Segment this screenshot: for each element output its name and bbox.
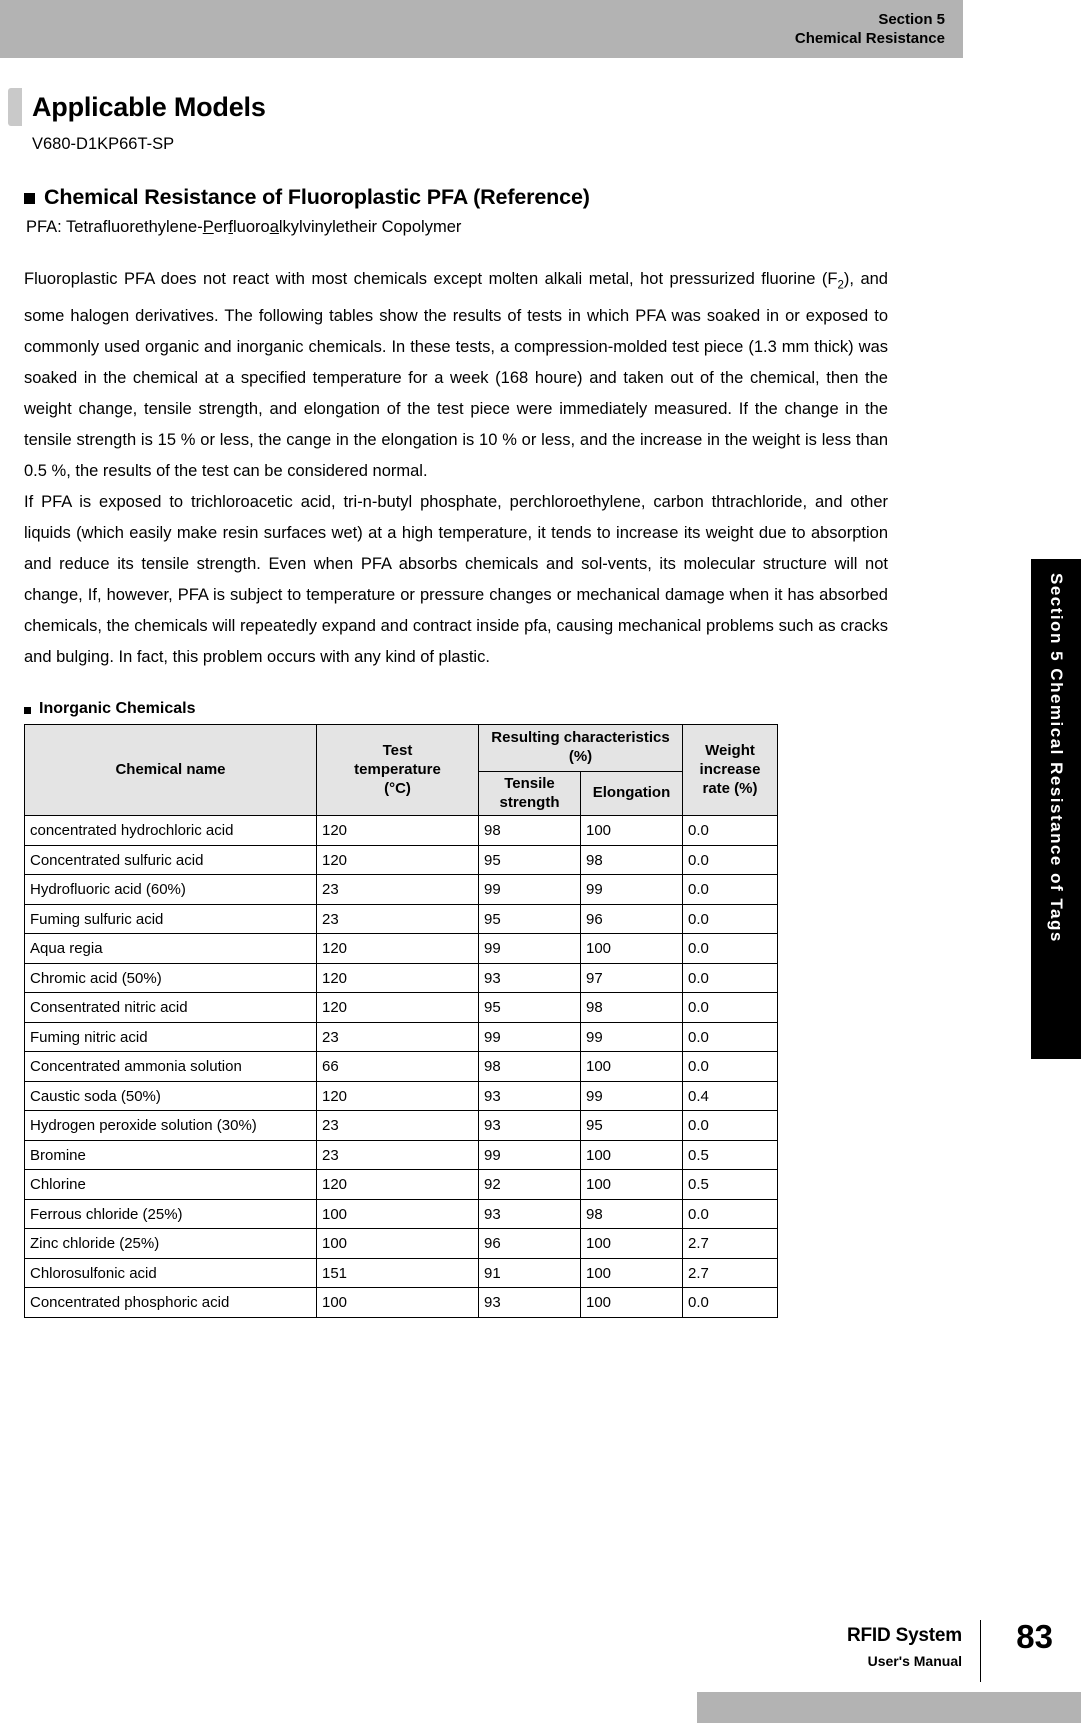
header-test-temperature	[317, 724, 479, 816]
footer-manual-name: User's Manual	[867, 1652, 962, 1669]
cell-test-temperature: 120	[317, 963, 479, 993]
cell-tensile-strength: 99	[479, 1140, 581, 1170]
body-paragraph-2: If PFA is exposed to trichloroacetic acid, tri-n-butyl phosphate, perchloroethylene, carbon thtrachloride, and other liquids (which easily make resin surfaces wet) at a high temperature, it tends to increase its weight due to absorption and reduce its tensile strength. Even when PFA absorbs chemicals and sol-vents, its molecular structure will not change, If, however, PFA is subject to temperature or pressure changes or mechanical damage when it has absorbed chemicals, the chemicals will repeatedly expand and contract inside pfa, causing mechanical problems such as cracks and bulging. In fact, this problem occurs with any kind of plastic.	[24, 493, 888, 667]
page-running-header	[0, 0, 963, 58]
cell-chemical-name: Hydrofluoric acid (60%)	[25, 875, 317, 905]
header-weight-l1: Weight	[705, 742, 755, 760]
pfa-def-u2: f	[228, 218, 233, 237]
cell-elongation: 100	[581, 1229, 683, 1259]
pfa-def-tail: lkylvinyletheir Copolymer	[278, 218, 462, 237]
pfa-def-mid2: luoro	[233, 218, 270, 237]
cell-elongation: 98	[581, 845, 683, 875]
cell-tensile-strength: 99	[479, 875, 581, 905]
paragraph-1-part-b: ), and some halogen derivatives. The following tables show the results of tests in which PFA was soaked in or exposed to commonly used organic and inorganic chemicals. In these tests, a compression-molded test piece (1.3 mm thick) was soaked in the chemical at a specified temperature for a week (168 houre) and taken out of the chemical, then the weight change, tensile strength, and elongation of the test piece were immediately measured. If the change in the tensile strength is 15 % or less, the cange in the elongation is 10 % or less, and the increase in the weight is less than 0.5 %, the results of the test can be considered normal.	[24, 270, 888, 481]
cell-tensile-strength: 95	[479, 845, 581, 875]
cell-chemical-name: Chlorine	[25, 1170, 317, 1200]
table-row	[25, 875, 778, 905]
table-body	[25, 816, 778, 1318]
cell-elongation: 96	[581, 904, 683, 934]
header-resulting-characteristics-l1: Resulting characteristics	[491, 729, 670, 747]
table-header-row-1	[25, 724, 778, 771]
page-content	[24, 82, 888, 1318]
cell-tensile-strength: 93	[479, 963, 581, 993]
cell-chemical-name: Fuming nitric acid	[25, 1022, 317, 1052]
header-resulting-characteristics-l2: (%)	[568, 747, 593, 765]
cell-chemical-name: Hydrogen peroxide solution (30%)	[25, 1111, 317, 1141]
table-row	[25, 1288, 778, 1318]
cell-test-temperature: 66	[317, 1052, 479, 1082]
cell-test-temperature: 120	[317, 1081, 479, 1111]
cell-weight-increase: 0.0	[683, 934, 778, 964]
cell-elongation: 95	[581, 1111, 683, 1141]
header-test-temperature-l3: (°C)	[384, 779, 411, 797]
table-row	[25, 1170, 778, 1200]
cell-test-temperature: 100	[317, 1229, 479, 1259]
cell-elongation: 98	[581, 1199, 683, 1229]
table-row	[25, 1081, 778, 1111]
cell-weight-increase: 0.0	[683, 875, 778, 905]
cell-tensile-strength: 98	[479, 816, 581, 846]
chemical-resistance-heading: Chemical Resistance of Fluoroplastic PFA (Reference)	[44, 184, 590, 209]
cell-weight-increase: 0.0	[683, 993, 778, 1023]
cell-test-temperature: 23	[317, 875, 479, 905]
applicable-model-number: V680-D1KP66T-SP	[32, 135, 175, 153]
cell-tensile-strength: 99	[479, 934, 581, 964]
header-test-temperature-l2: temperature	[354, 760, 441, 778]
table-row	[25, 816, 778, 846]
page-number: 83	[1016, 1618, 1053, 1655]
cell-test-temperature: 23	[317, 1140, 479, 1170]
header-tensile-strength-l2: strength	[499, 793, 560, 811]
cell-chemical-name: Fuming sulfuric acid	[25, 904, 317, 934]
table-head	[25, 724, 778, 816]
cell-tensile-strength: 93	[479, 1081, 581, 1111]
cell-test-temperature: 120	[317, 816, 479, 846]
cell-tensile-strength: 99	[479, 1022, 581, 1052]
table-row	[25, 1111, 778, 1141]
table-row	[25, 1052, 778, 1082]
cell-test-temperature: 120	[317, 993, 479, 1023]
table-row	[25, 845, 778, 875]
inorganic-chemicals-heading-row	[24, 700, 888, 718]
cell-tensile-strength: 95	[479, 904, 581, 934]
cell-tensile-strength: 93	[479, 1288, 581, 1318]
cell-test-temperature: 120	[317, 1170, 479, 1200]
table-row	[25, 1022, 778, 1052]
cell-chemical-name: Chlorosulfonic acid	[25, 1258, 317, 1288]
cell-tensile-strength: 96	[479, 1229, 581, 1259]
cell-tensile-strength: 91	[479, 1258, 581, 1288]
cell-chemical-name: Zinc chloride (25%)	[25, 1229, 317, 1259]
cell-test-temperature: 120	[317, 845, 479, 875]
cell-weight-increase: 0.5	[683, 1140, 778, 1170]
header-elongation: Elongation	[581, 771, 683, 816]
cell-elongation: 100	[581, 1258, 683, 1288]
cell-chemical-name: Chromic acid (50%)	[25, 963, 317, 993]
cell-weight-increase: 2.7	[683, 1229, 778, 1259]
header-resulting-characteristics	[479, 724, 683, 771]
small-square-bullet-icon	[24, 707, 31, 714]
cell-elongation: 97	[581, 963, 683, 993]
cell-weight-increase: 0.0	[683, 1288, 778, 1318]
cell-weight-increase: 0.0	[683, 1052, 778, 1082]
cell-chemical-name: Bromine	[25, 1140, 317, 1170]
header-weight-l3: rate (%)	[702, 779, 758, 797]
table-row	[25, 904, 778, 934]
cell-elongation: 100	[581, 934, 683, 964]
cell-chemical-name: Aqua regia	[25, 934, 317, 964]
cell-test-temperature: 23	[317, 1022, 479, 1052]
inorganic-chemicals-heading: Inorganic Chemicals	[39, 700, 196, 718]
cell-weight-increase: 0.0	[683, 816, 778, 846]
cell-elongation: 99	[581, 1022, 683, 1052]
footer-gray-bar	[697, 1692, 1081, 1723]
cell-weight-increase: 0.0	[683, 904, 778, 934]
cell-weight-increase: 0.0	[683, 1111, 778, 1141]
cell-weight-increase: 0.5	[683, 1170, 778, 1200]
page-footer	[0, 1618, 1081, 1723]
cell-weight-increase: 0.0	[683, 1199, 778, 1229]
cell-weight-increase: 0.0	[683, 1022, 778, 1052]
cell-elongation: 100	[581, 816, 683, 846]
cell-test-temperature: 100	[317, 1199, 479, 1229]
applicable-models-heading-row	[24, 88, 888, 126]
pfa-def-prefix: PFA: Tetrafluorethylene-	[26, 218, 203, 237]
cell-weight-increase: 2.7	[683, 1258, 778, 1288]
cell-weight-increase: 0.0	[683, 845, 778, 875]
body-paragraph-1	[24, 264, 888, 487]
header-subject-label: Chemical Resistance	[794, 30, 945, 47]
cell-test-temperature: 23	[317, 904, 479, 934]
pfa-def-u1: P	[202, 218, 214, 237]
header-weight-increase-rate	[683, 724, 778, 816]
footer-product-name: RFID System	[846, 1625, 962, 1646]
cell-test-temperature: 151	[317, 1258, 479, 1288]
table-row	[25, 934, 778, 964]
cell-tensile-strength: 92	[479, 1170, 581, 1200]
side-section-tab-label: Section 5 Chemical Resistance of Tags	[1047, 573, 1066, 943]
cell-elongation: 100	[581, 1288, 683, 1318]
cell-tensile-strength: 95	[479, 993, 581, 1023]
cell-elongation: 98	[581, 993, 683, 1023]
inorganic-chemicals-table	[24, 724, 778, 1318]
cell-elongation: 99	[581, 875, 683, 905]
header-section-label: Section 5	[878, 10, 945, 28]
header-chemical-name: Chemical name	[25, 724, 317, 816]
cell-elongation: 100	[581, 1052, 683, 1082]
cell-elongation: 99	[581, 1081, 683, 1111]
cell-tensile-strength: 98	[479, 1052, 581, 1082]
header-test-temperature-l1: Test	[382, 742, 413, 760]
cell-test-temperature: 100	[317, 1288, 479, 1318]
cell-chemical-name: Concentrated ammonia solution	[25, 1052, 317, 1082]
cell-weight-increase: 0.0	[683, 963, 778, 993]
table-row	[25, 1140, 778, 1170]
square-bullet-icon	[24, 193, 35, 204]
cell-chemical-name: Concentrated sulfuric acid	[25, 845, 317, 875]
header-weight-l2: increase	[699, 760, 761, 778]
cell-chemical-name: Ferrous chloride (25%)	[25, 1199, 317, 1229]
side-section-tab	[1031, 559, 1081, 1059]
cell-chemical-name: Concentrated phosphoric acid	[25, 1288, 317, 1318]
applicable-models-title: Applicable Models	[32, 91, 266, 122]
cell-chemical-name: concentrated hydrochloric acid	[25, 816, 317, 846]
cell-weight-increase: 0.4	[683, 1081, 778, 1111]
paragraph-1-part-a: Fluoroplastic PFA does not react with most chemicals except molten alkali metal, hot pressurized fluorine (F	[24, 270, 838, 289]
pfa-def-u3: a	[269, 218, 279, 237]
table-row	[25, 1199, 778, 1229]
cell-test-temperature: 120	[317, 934, 479, 964]
cell-elongation: 100	[581, 1140, 683, 1170]
table-row	[25, 1229, 778, 1259]
cell-tensile-strength: 93	[479, 1111, 581, 1141]
cell-elongation: 100	[581, 1170, 683, 1200]
cell-tensile-strength: 93	[479, 1199, 581, 1229]
cell-test-temperature: 23	[317, 1111, 479, 1141]
heading-tab-marker	[8, 88, 22, 126]
table-row	[25, 993, 778, 1023]
footer-product-block	[847, 1624, 962, 1670]
pfa-def-mid1: er	[213, 218, 229, 237]
cell-chemical-name: Consentrated nitric acid	[25, 993, 317, 1023]
header-tensile-strength	[479, 771, 581, 816]
header-tensile-strength-l1: Tensile	[504, 774, 555, 792]
table-row	[25, 1258, 778, 1288]
table-row	[25, 963, 778, 993]
pfa-definition-line	[26, 217, 888, 238]
footer-divider	[980, 1620, 982, 1682]
chemical-resistance-heading-row	[24, 186, 888, 210]
cell-chemical-name: Caustic soda (50%)	[25, 1081, 317, 1111]
fluorine-subscript: 2	[837, 279, 844, 292]
